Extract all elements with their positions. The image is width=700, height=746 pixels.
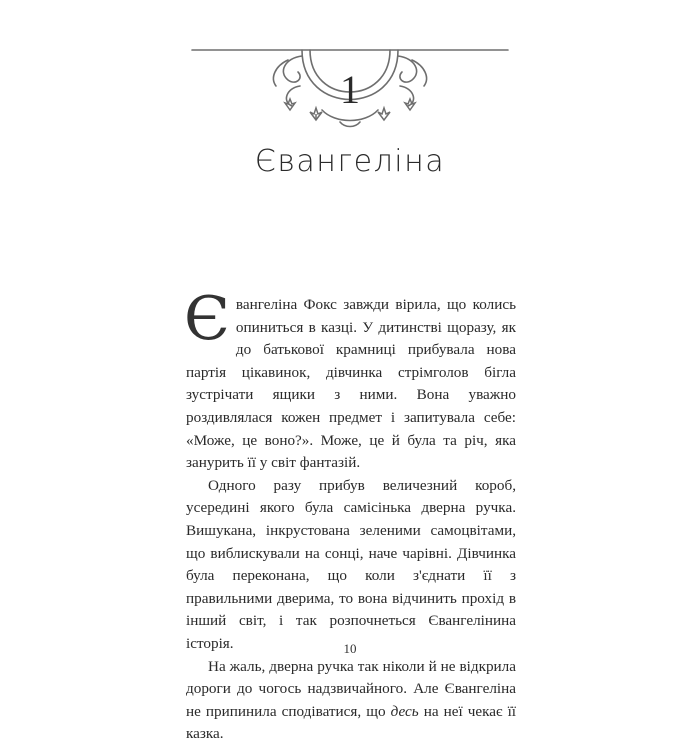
paragraph-3-text-end: на неї чекає її казка. [186,702,517,743]
paragraph-3-emphasis: десь [390,702,419,720]
chapter-body [184,284,517,746]
paragraph-3 [186,656,516,746]
paragraph-1 [184,284,516,475]
paragraph-1-text: вангеліна Фокс завжди вірила, що колись опиниться в казці. У дитинстві щоразу, як до батькової крамниці прибувала нова партія цікавинок, дівчинка стрімголов бігла зустрічати ящики з ними. Вона уважно роздивлялася кожен предмет і запитувала себе: «Може, це воно?». Може, це й була та річ, яка занурить її у світ фантазій. [186,296,516,472]
chapter-title: Євангеліна [254,144,446,179]
page-number: 10 [343,641,357,656]
chapter-number: 1 [340,67,360,112]
paragraph-2: Одного разу прибув величезний короб, усередині якого була самісінька дверна ручка. Вишукана, інкрустована зеленими самоцвітами, що виблискували на сонці, наче чарівні. Дівчинка була переконана, що коли з'єднати її з правильними дверима, то вона відчинить прохід в інший світ, і так розпочнеться Євангелінина історія. [186,476,516,652]
paragraph-3-text-start: На жаль, дверна ручка так ніколи й не відкрила дороги до чогось надзвичайного. Але Євангеліна не припинила сподіватися, що [186,657,516,720]
drop-cap: Є [184,284,230,354]
